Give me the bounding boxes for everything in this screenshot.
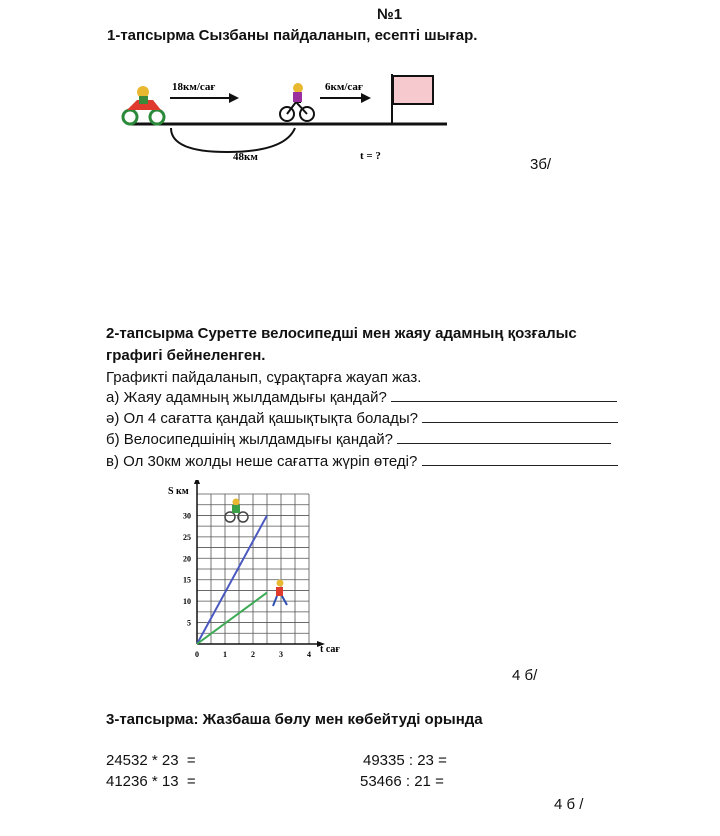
distance-label: 48км <box>233 151 258 163</box>
expression-right-1: 49335 : 23 = <box>363 752 447 769</box>
motorcycle-icon <box>123 86 164 124</box>
x-tick-label: 3 <box>279 650 283 659</box>
answer-line-ae[interactable] <box>422 410 618 423</box>
time-label: t = ? <box>360 150 381 162</box>
question-a-text: а) Жаяу адамның жылдамдығы қандай? <box>106 389 387 406</box>
task2-points: 4 б/ <box>512 667 538 684</box>
graph-grid <box>197 494 309 644</box>
cyclist-icon <box>280 83 314 121</box>
speed-left-label: 18км/сағ <box>172 81 216 93</box>
x-tick-label: 4 <box>307 650 311 659</box>
task2-title-line1: 2-тапсырма Суретте велосипедші мен жаяу адамның қозғалыс <box>106 325 577 342</box>
x-tick-label: 1 <box>223 650 227 659</box>
motion-graph <box>160 480 360 680</box>
expression-right-2: 53466 : 21 = <box>360 773 444 790</box>
graph-tick-labels <box>183 511 311 659</box>
answer-line-b[interactable] <box>397 431 611 444</box>
question-b <box>106 431 611 448</box>
y-tick-label: 20 <box>183 554 191 564</box>
y-tick-label: 5 <box>187 618 191 628</box>
y-axis-arrow <box>194 480 200 484</box>
expression-left-1: 24532 * 23 = <box>106 752 196 769</box>
question-a <box>106 389 617 406</box>
answer-line-v[interactable] <box>422 453 618 466</box>
task1-points: 3б/ <box>530 156 552 173</box>
question-ae <box>106 410 618 427</box>
arrow-left-head <box>229 93 239 103</box>
x-tick-label: 2 <box>251 650 255 659</box>
x-tick-label: 0 <box>195 650 199 659</box>
speed-right-label: 6км/сағ <box>325 81 363 93</box>
question-v <box>106 453 618 470</box>
y-tick-label: 10 <box>183 597 191 607</box>
y-axis-label: S км <box>168 486 189 497</box>
task1-title: 1-тапсырма Сызбаны пайдаланып, есепті шығар. <box>107 27 478 44</box>
y-tick-label: 15 <box>183 575 191 585</box>
task3-title: 3-тапсырма: Жазбаша бөлу мен көбейтуді орында <box>106 711 483 728</box>
x-axis-label: t сағ <box>320 644 340 655</box>
question-v-text: в) Ол 30км жолды неше сағатта жүріп өтеді? <box>106 453 418 470</box>
finish-flag-icon <box>392 74 433 124</box>
document-number: №1 <box>377 6 403 23</box>
graph-cyclist-icon <box>225 499 248 523</box>
arrow-right-head <box>361 93 371 103</box>
motion-diagram <box>115 62 455 170</box>
question-b-text: б) Велосипедшінің жылдамдығы қандай? <box>106 431 393 448</box>
distance-arc <box>171 128 295 152</box>
task2-title-line2: графигі бейнеленген. <box>106 347 266 364</box>
question-ae-text: ә) Ол 4 сағатта қандай қашықтықта болады? <box>106 410 418 427</box>
graph-walker-icon <box>273 580 287 607</box>
task2-instruction: Графикті пайдаланып, сұрақтарға жауап жаз. <box>106 369 422 386</box>
task3-points: 4 б / <box>554 796 584 813</box>
walker-line <box>197 593 267 644</box>
answer-line-a[interactable] <box>391 389 617 402</box>
y-tick-label: 25 <box>183 532 191 542</box>
expression-left-2: 41236 * 13 = <box>106 773 196 790</box>
y-tick-label: 30 <box>183 511 191 521</box>
